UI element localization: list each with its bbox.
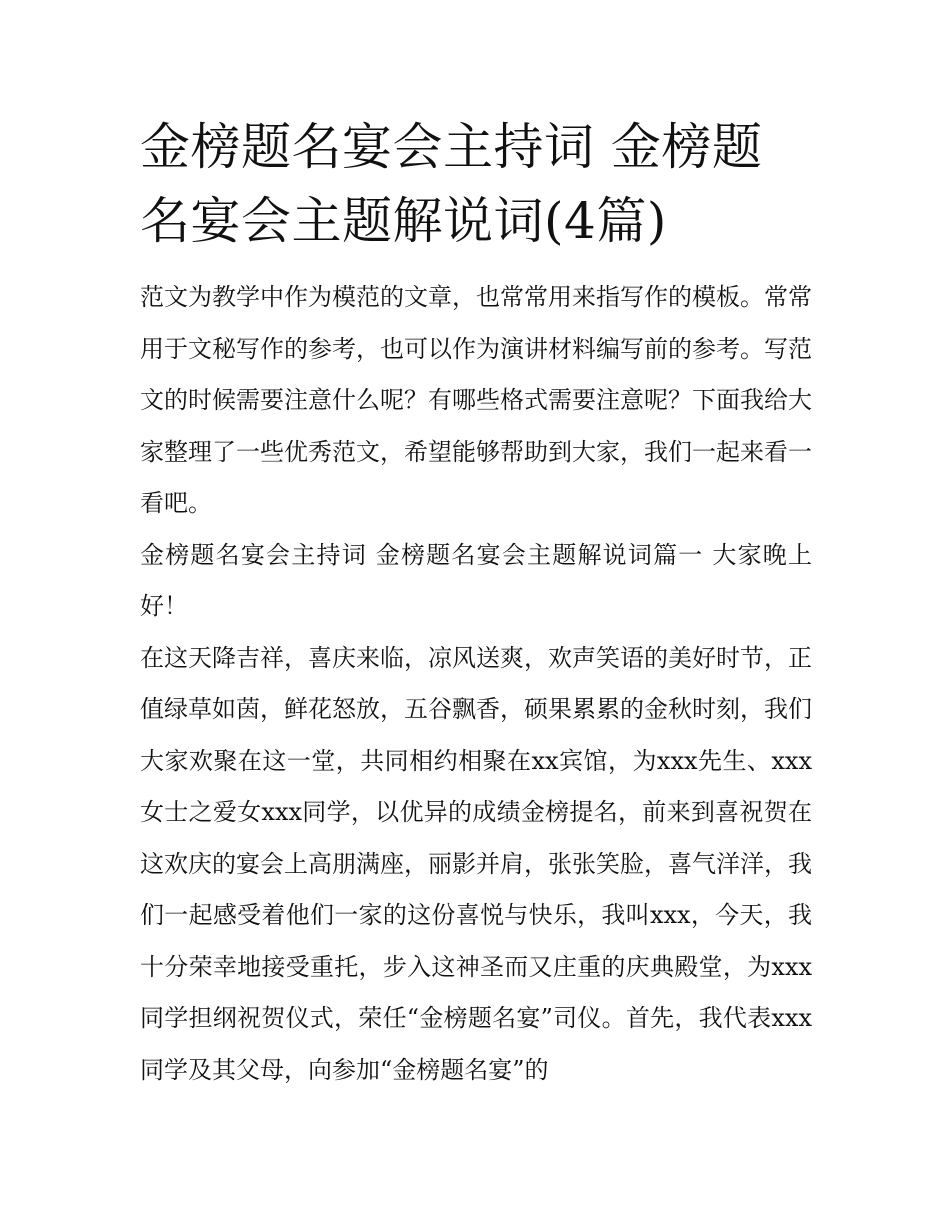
body-paragraph: 在这天降吉祥，喜庆来临，凉风送爽，欢声笑语的美好时节，正值绿草如茵，鲜花怒放，五谷飘香，硕果累累的金秋时刻，我们大家欢聚在这一堂，共同相约相聚在xx宾馆，为xxx先生、xxx女士之爱女xxx同学，以优异的成绩金榜提名，前来到喜祝贺在这欢庆的宴会上高朋满座，丽影并肩，张张笑脸，喜气洋洋，我们一起感受着他们一家的这份喜悦与快乐，我叫xxx，今天，我十分荣幸地接受重托，步入这神圣而又庄重的庆典殿堂，为xxx同学担纲祝贺仪式，荣任“金榜题名宴”司仪。首先，我代表xxx同学及其父母，向参加“金榜题名宴”的	[140, 643, 812, 1084]
intro-paragraph: 范文为教学中作为模范的文章，也常常用来指写作的模板。常常用于文秘写作的参考，也可以作为演讲材料编写前的参考。写范文的时候需要注意什么呢？有哪些格式需要注意呢？下面我给大家整理了一些优秀范文，希望能够帮助到大家，我们一起来看一看吧。	[140, 283, 812, 517]
section-heading-paragraph: 金榜题名宴会主持词 金榜题名宴会主题解说词篇一 大家晚上好！	[140, 540, 812, 620]
document-page	[140, 110, 812, 1096]
document-title: 金榜题名宴会主持词 金榜题名宴会主题解说词(4篇)	[140, 118, 763, 250]
